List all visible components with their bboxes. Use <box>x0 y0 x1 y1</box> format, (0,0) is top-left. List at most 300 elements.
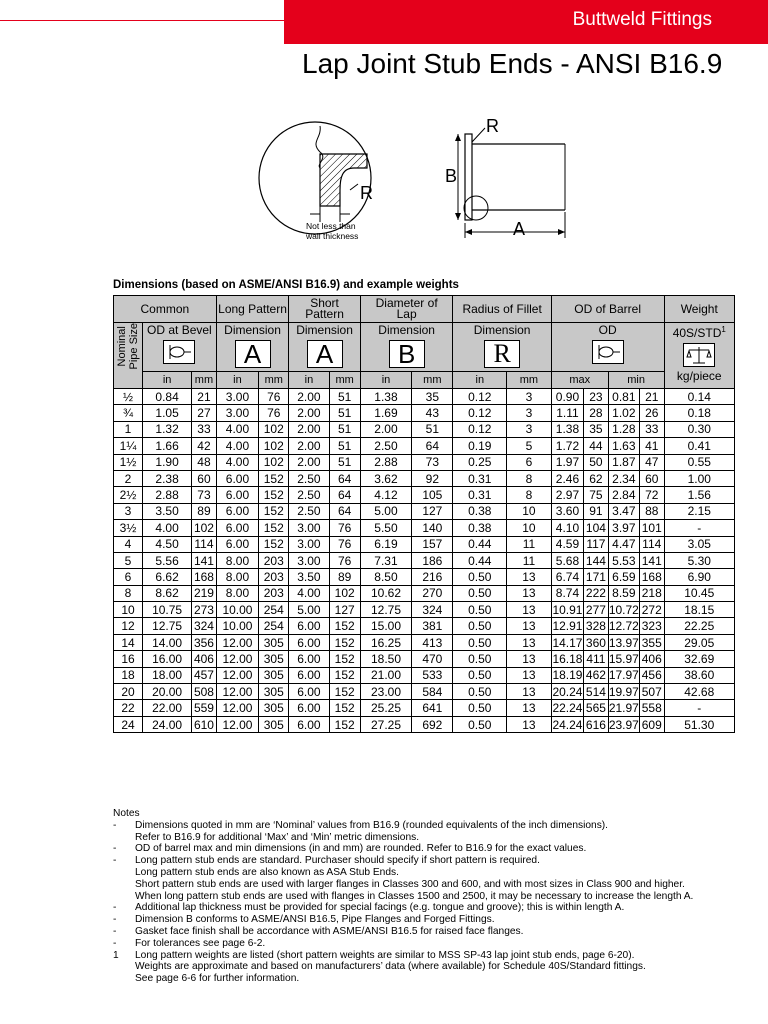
table-cell: 38.60 <box>664 667 734 683</box>
table-cell: 76 <box>329 520 360 536</box>
table-cell: 33 <box>639 421 664 437</box>
table-cell: 2.46 <box>551 470 583 486</box>
note-text: Dimension B conforms to ASME/ANSI B16.5, Pipe Flanges and Forged Fittings. <box>135 914 495 926</box>
table-cell: 12.00 <box>216 700 258 716</box>
table-cell: 3 <box>507 389 552 405</box>
table-cell: 1.63 <box>608 438 639 454</box>
group-long-pattern: Long Pattern <box>216 296 289 323</box>
table-cell: 5.30 <box>664 552 734 568</box>
barrel-caliper-icon <box>592 340 624 364</box>
table-cell: 1.28 <box>608 421 639 437</box>
table-cell: 609 <box>639 716 664 732</box>
table-cell: 0.38 <box>453 520 507 536</box>
table-cell: 565 <box>584 700 609 716</box>
table-cell: 47 <box>639 454 664 470</box>
table-cell: 12.72 <box>608 619 639 634</box>
section-banner <box>284 0 768 44</box>
table-cell: 0.12 <box>453 389 507 405</box>
table-cell: 3.00 <box>289 552 329 568</box>
table-cell: 10.00 <box>216 602 258 618</box>
table-cell: 64 <box>412 438 453 454</box>
pipe-size-cell: 1½ <box>114 454 143 470</box>
table-cell: 514 <box>584 684 609 700</box>
table-cell: 152 <box>329 651 360 667</box>
table-cell: 141 <box>192 552 217 568</box>
table-cell: 18.00 <box>143 667 192 683</box>
table-cell: 1.66 <box>143 438 192 454</box>
table-cell: 0.50 <box>453 634 507 650</box>
table-cell: 508 <box>192 684 217 700</box>
table-row <box>114 487 735 503</box>
note-marker: - <box>113 937 117 949</box>
table-cell: 0.19 <box>453 438 507 454</box>
note-text: Gasket face finish shall be accordance with ASME/ANSI B16.5 for raised face flanges. <box>135 925 524 937</box>
table-cell: 152 <box>329 716 360 732</box>
note-text: Long pattern stub ends are standard. Purchaser should specify if short pattern is required. <box>135 855 540 867</box>
table-cell: 76 <box>329 536 360 552</box>
table-cell: 4.00 <box>216 454 258 470</box>
table-row <box>114 602 735 618</box>
table-cell: 186 <box>412 552 453 568</box>
pipe-size-cell: 5 <box>114 552 143 568</box>
table-cell: 12.00 <box>216 651 258 667</box>
table-cell: 21 <box>639 389 664 405</box>
table-row <box>114 618 735 634</box>
table-cell: 27.25 <box>360 716 411 732</box>
table-cell: 18.19 <box>552 668 583 683</box>
table-row <box>114 520 735 536</box>
table-cell: 6.00 <box>289 684 329 700</box>
table-cell: 0.44 <box>453 552 507 568</box>
table-cell: 456 <box>639 667 664 683</box>
table-cell: 60 <box>192 470 217 486</box>
table-cell: 1.00 <box>664 470 734 486</box>
table-cell: 1.32 <box>143 421 192 437</box>
table-cell: 0.18 <box>664 405 734 421</box>
table-row <box>114 667 735 683</box>
table-cell: 328 <box>584 618 609 634</box>
table-cell: 1.11 <box>551 405 583 421</box>
table-cell: 2.00 <box>360 421 411 437</box>
table-cell: 152 <box>259 470 289 486</box>
table-cell: 0.50 <box>453 716 507 732</box>
table-cell: 14.17 <box>552 635 583 650</box>
caliper-icon <box>163 340 195 364</box>
table-cell: 4.00 <box>216 421 258 437</box>
table-cell: 16.18 <box>552 651 583 666</box>
table-cell: 4.00 <box>289 585 329 601</box>
note-text: OD of barrel max and min dimensions (in and mm) are rounded. Refer to B16.9 for the exact values. <box>135 843 587 855</box>
table-cell: 1.38 <box>360 389 411 405</box>
table-cell: 10.91 <box>552 602 583 617</box>
table-cell: 13.97 <box>608 635 639 650</box>
pipe-size-cell: 2 <box>114 470 143 486</box>
od-at-bevel-header: OD at Bevel <box>143 323 217 372</box>
table-cell: 24.00 <box>143 716 192 732</box>
note-line <box>113 902 753 914</box>
table-cell: 0.44 <box>453 536 507 552</box>
unit-in: in <box>289 372 329 389</box>
table-cell: 277 <box>584 602 609 618</box>
group-weight: Weight <box>664 296 734 323</box>
table-cell: 3.00 <box>289 520 329 536</box>
note-line <box>113 914 753 926</box>
table-cell: 324 <box>192 618 217 634</box>
fillet-dimension-header: Dimension R <box>453 323 551 372</box>
table-cell: 28 <box>584 405 609 421</box>
table-cell: 533 <box>412 667 453 683</box>
table-cell: 140 <box>412 520 453 536</box>
note-line <box>113 843 753 855</box>
table-cell: 254 <box>259 602 289 618</box>
pipe-size-cell: 3 <box>114 503 143 519</box>
table-cell: 462 <box>584 667 609 683</box>
table-cell: 20.24 <box>552 684 583 699</box>
table-cell: 0.55 <box>664 454 734 470</box>
table-cell: 127 <box>329 602 360 618</box>
table-row <box>114 421 735 437</box>
table-cell: 8.00 <box>216 552 258 568</box>
table-cell: 1.87 <box>608 454 639 470</box>
table-cell: 360 <box>584 634 609 650</box>
table-cell: 11 <box>507 536 552 552</box>
table-cell: 11 <box>507 552 552 568</box>
table-cell: 27 <box>192 405 217 421</box>
long-dimension-header: Dimension A <box>216 323 289 372</box>
table-cell: 203 <box>259 585 289 601</box>
table-cell: 6.00 <box>216 536 258 552</box>
table-cell: 51 <box>329 405 360 421</box>
unit-in: in <box>360 372 411 389</box>
table-cell: 692 <box>412 716 453 732</box>
table-cell: 3 <box>507 421 552 437</box>
table-cell: 64 <box>329 503 360 519</box>
table-cell: 355 <box>639 634 664 650</box>
notes-section <box>113 808 753 985</box>
note-text: Long pattern weights are listed (short pattern weights are similar to MSS SP-43 lap joint stub ends, page 6-20). <box>135 949 635 961</box>
table-cell: 5.53 <box>608 552 639 568</box>
table-cell: 218 <box>639 585 664 601</box>
table-cell: 42 <box>192 438 217 454</box>
table-cell: 8.00 <box>216 585 258 601</box>
table-cell: 48 <box>192 454 217 470</box>
table-cell: 2.00 <box>289 405 329 421</box>
table-cell: 13 <box>507 667 552 683</box>
table-cell: 51 <box>329 454 360 470</box>
group-radius-of-fillet: Radius of Fillet <box>453 296 551 323</box>
group-short-pattern: Short Pattern <box>289 296 360 323</box>
table-cell: 26 <box>639 405 664 421</box>
table-cell: 4.00 <box>216 438 258 454</box>
table-cell: 171 <box>584 569 609 585</box>
table-cell: 6.00 <box>289 700 329 716</box>
table-row <box>114 438 735 454</box>
table-cell: 0.12 <box>453 405 507 421</box>
table-cell: 305 <box>259 634 289 650</box>
table-cell: 0.50 <box>453 618 507 634</box>
table-cell: 6.62 <box>143 569 192 585</box>
table-cell: 22.00 <box>143 700 192 716</box>
table-cell: 13 <box>507 634 552 650</box>
table-cell: 16.25 <box>360 634 411 650</box>
lap-dimension-header: Dimension B <box>360 323 453 372</box>
weight-std-header: 40S/STD$^1$ kg/piece <box>664 323 734 389</box>
table-cell: 216 <box>412 569 453 585</box>
table-cell: 5.50 <box>360 520 411 536</box>
table-cell: 41 <box>639 438 664 454</box>
table-cell: 457 <box>192 667 217 683</box>
table-cell: 8 <box>507 470 552 486</box>
table-cell: 5.00 <box>289 602 329 618</box>
table-cell: 411 <box>584 651 609 667</box>
page-title: Lap Joint Stub Ends - ANSI B16.9 <box>302 48 723 79</box>
table-cell: 88 <box>639 503 664 519</box>
note-line <box>113 950 753 962</box>
pipe-size-cell: 3½ <box>114 520 143 536</box>
table-cell: 10.45 <box>664 585 734 601</box>
note-marker: - <box>113 914 117 926</box>
table-row <box>114 569 735 585</box>
barrel-od-header: OD <box>551 323 664 372</box>
wall-note-line2: wall thickness <box>306 231 359 241</box>
table-cell: 6.90 <box>664 569 734 585</box>
table-cell: 18.50 <box>360 651 411 667</box>
table-row <box>114 389 735 405</box>
table-cell: 62 <box>584 470 609 486</box>
wall-note-line1: Not less than <box>306 221 356 231</box>
table-cell: 13 <box>507 585 552 601</box>
note-marker: - <box>113 855 117 867</box>
table-cell: 152 <box>329 684 360 700</box>
table-cell: 76 <box>259 405 289 421</box>
table-cell: 127 <box>412 503 453 519</box>
table-cell: 1.05 <box>143 405 192 421</box>
table-cell: 32.69 <box>664 651 734 667</box>
table-cell: 12.75 <box>143 618 192 634</box>
table-cell: 152 <box>259 503 289 519</box>
dimension-b-label: B <box>445 166 458 186</box>
note-line <box>113 820 753 832</box>
table-cell: 0.50 <box>453 569 507 585</box>
table-row <box>114 536 735 552</box>
note-marker: 1 <box>113 949 119 961</box>
table-cell: 144 <box>584 552 609 568</box>
unit-mm: mm <box>192 372 217 389</box>
table-cell: 610 <box>192 716 217 732</box>
table-cell: 22.25 <box>664 618 734 634</box>
table-cell: 35 <box>584 421 609 437</box>
table-cell: 356 <box>192 634 217 650</box>
table-cell: 75 <box>584 487 609 503</box>
table-cell: 2.34 <box>608 470 639 486</box>
table-cell: 10.00 <box>216 618 258 634</box>
unit-mm: mm <box>412 372 453 389</box>
table-cell: 584 <box>412 684 453 700</box>
table-cell: 273 <box>192 602 217 618</box>
table-cell: 152 <box>259 520 289 536</box>
table-cell: 2.88 <box>360 454 411 470</box>
table-cell: 101 <box>639 520 664 536</box>
table-cell: 2.97 <box>551 487 583 503</box>
table-cell: 8 <box>507 487 552 503</box>
pipe-size-cell: 20 <box>114 684 143 700</box>
table-row <box>114 503 735 519</box>
table-cell: 1.02 <box>608 405 639 421</box>
table-cell: 4.00 <box>143 520 192 536</box>
table-cell: 102 <box>259 421 289 437</box>
table-cell: 1.38 <box>551 421 583 437</box>
table-cell: 2.00 <box>289 421 329 437</box>
table-cell: 76 <box>329 552 360 568</box>
table-cell: 0.50 <box>453 602 507 618</box>
table-cell: 12.00 <box>216 634 258 650</box>
table-cell: 91 <box>584 503 609 519</box>
group-diameter-of-lap: Diameter of Lap <box>360 296 453 323</box>
table-cell: 104 <box>584 520 609 536</box>
note-line <box>113 938 753 950</box>
table-cell: 12.00 <box>216 684 258 700</box>
table-cell: 0.14 <box>664 389 734 405</box>
table-cell: 2.88 <box>143 487 192 503</box>
note-text: For tolerances see page 6-2. <box>135 937 266 949</box>
table-cell: 0.84 <box>143 389 192 405</box>
table-cell: 0.50 <box>453 684 507 700</box>
short-dimension-header: Dimension A <box>289 323 360 372</box>
stub-end-diagram <box>250 98 580 258</box>
unit-mm: mm <box>507 372 552 389</box>
table-cell: 2.50 <box>289 470 329 486</box>
table-cell: 558 <box>639 700 664 716</box>
table-cell: 1.69 <box>360 405 411 421</box>
table-cell: 559 <box>192 700 217 716</box>
note-line <box>113 926 753 938</box>
table-cell: 12.91 <box>552 619 583 634</box>
side-view <box>445 116 565 239</box>
table-cell: 3.97 <box>608 520 639 536</box>
table-cell: 168 <box>639 569 664 585</box>
table-cell: 157 <box>412 536 453 552</box>
table-cell: 7.31 <box>360 552 411 568</box>
table-cell: 6.74 <box>551 569 583 585</box>
table-cell: 203 <box>259 552 289 568</box>
table-cell: 21.97 <box>608 701 639 716</box>
table-cell: 2.38 <box>143 470 192 486</box>
table-row <box>114 716 735 732</box>
table-cell: 51 <box>412 421 453 437</box>
note-line: Refer to B16.9 for additional ‘Max’ and ‘Min’ metric dimensions. <box>135 831 420 843</box>
note-line: When long pattern stub ends are used with flanges in Classes 1500 and 2500, it may be necessary to increase the length A. <box>135 890 694 902</box>
table-row <box>114 405 735 421</box>
table-cell: 324 <box>412 602 453 618</box>
table-cell: 413 <box>412 634 453 650</box>
table-cell: 2.00 <box>289 454 329 470</box>
table-cell: 270 <box>412 585 453 601</box>
table-cell: 0.31 <box>453 470 507 486</box>
table-cell: 35 <box>412 389 453 405</box>
table-cell: 406 <box>192 651 217 667</box>
table-cell: 1.72 <box>551 438 583 454</box>
table-cell: 152 <box>329 618 360 634</box>
table-cell: 5 <box>507 438 552 454</box>
header-rule <box>0 20 284 21</box>
table-cell: 6.00 <box>216 487 258 503</box>
table-cell: 5.68 <box>551 552 583 568</box>
dimension-a-label: A <box>513 219 526 239</box>
table-cell: 0.50 <box>453 700 507 716</box>
table-cell: 6.19 <box>360 536 411 552</box>
table-cell: 29.05 <box>664 634 734 650</box>
table-cell: 60 <box>639 470 664 486</box>
pipe-size-cell: 4 <box>114 536 143 552</box>
pipe-size-cell: 22 <box>114 700 143 716</box>
table-cell: 33 <box>192 421 217 437</box>
table-caption: Dimensions (based on ASME/ANSI B16.9) and example weights <box>113 279 459 291</box>
table-cell: 3.62 <box>360 470 411 486</box>
table-cell: 6.00 <box>289 618 329 634</box>
table-cell: 3.50 <box>289 569 329 585</box>
scale-icon <box>683 343 715 367</box>
table-cell: 8.00 <box>216 569 258 585</box>
table-cell: 406 <box>639 651 664 667</box>
pipe-size-cell: 24 <box>114 716 143 732</box>
table-cell: 141 <box>639 552 664 568</box>
pipe-size-cell: 12 <box>114 618 143 634</box>
table-cell: 42.68 <box>664 684 734 700</box>
barrel-max-header: max <box>551 372 608 389</box>
table-cell: 10.75 <box>143 602 192 618</box>
table-cell: 152 <box>259 536 289 552</box>
table-cell: 641 <box>412 700 453 716</box>
table-cell: 23.97 <box>608 717 639 732</box>
table-cell: 2.84 <box>608 487 639 503</box>
table-cell: 272 <box>639 602 664 618</box>
table-cell: 152 <box>329 700 360 716</box>
table-cell: 43 <box>412 405 453 421</box>
fillet-radius-label: R <box>360 183 373 203</box>
table-cell: 6.00 <box>216 470 258 486</box>
table-cell: 8.62 <box>143 585 192 601</box>
barrel-min-header: min <box>608 372 664 389</box>
table-cell: 20.00 <box>143 684 192 700</box>
table-cell: 6.00 <box>216 503 258 519</box>
table-cell: 1.56 <box>664 487 734 503</box>
table-cell: 102 <box>259 454 289 470</box>
table-cell: 507 <box>639 684 664 700</box>
pipe-size-cell: ½ <box>114 389 143 405</box>
table-cell: 6.00 <box>216 520 258 536</box>
table-cell: 102 <box>259 438 289 454</box>
table-cell: 89 <box>329 569 360 585</box>
table-cell: 12.75 <box>360 602 411 618</box>
note-marker: - <box>113 819 117 831</box>
table-cell: 0.38 <box>453 503 507 519</box>
pipe-size-cell: 18 <box>114 667 143 683</box>
table-cell: 18.15 <box>664 602 734 618</box>
table-cell: 0.90 <box>551 389 583 405</box>
table-row <box>114 454 735 470</box>
detail-section-view <box>259 122 373 241</box>
table-cell: - <box>664 700 734 716</box>
table-cell: 168 <box>192 569 217 585</box>
table-cell: 3.60 <box>551 503 583 519</box>
nominal-pipe-size-header: Nominal Pipe Size <box>114 323 143 389</box>
table-cell: 102 <box>192 520 217 536</box>
table-cell: 0.30 <box>664 421 734 437</box>
table-cell: 0.81 <box>608 389 639 405</box>
table-cell: 51 <box>329 389 360 405</box>
table-cell: 12.00 <box>216 716 258 732</box>
table-cell: 15.00 <box>360 618 411 634</box>
